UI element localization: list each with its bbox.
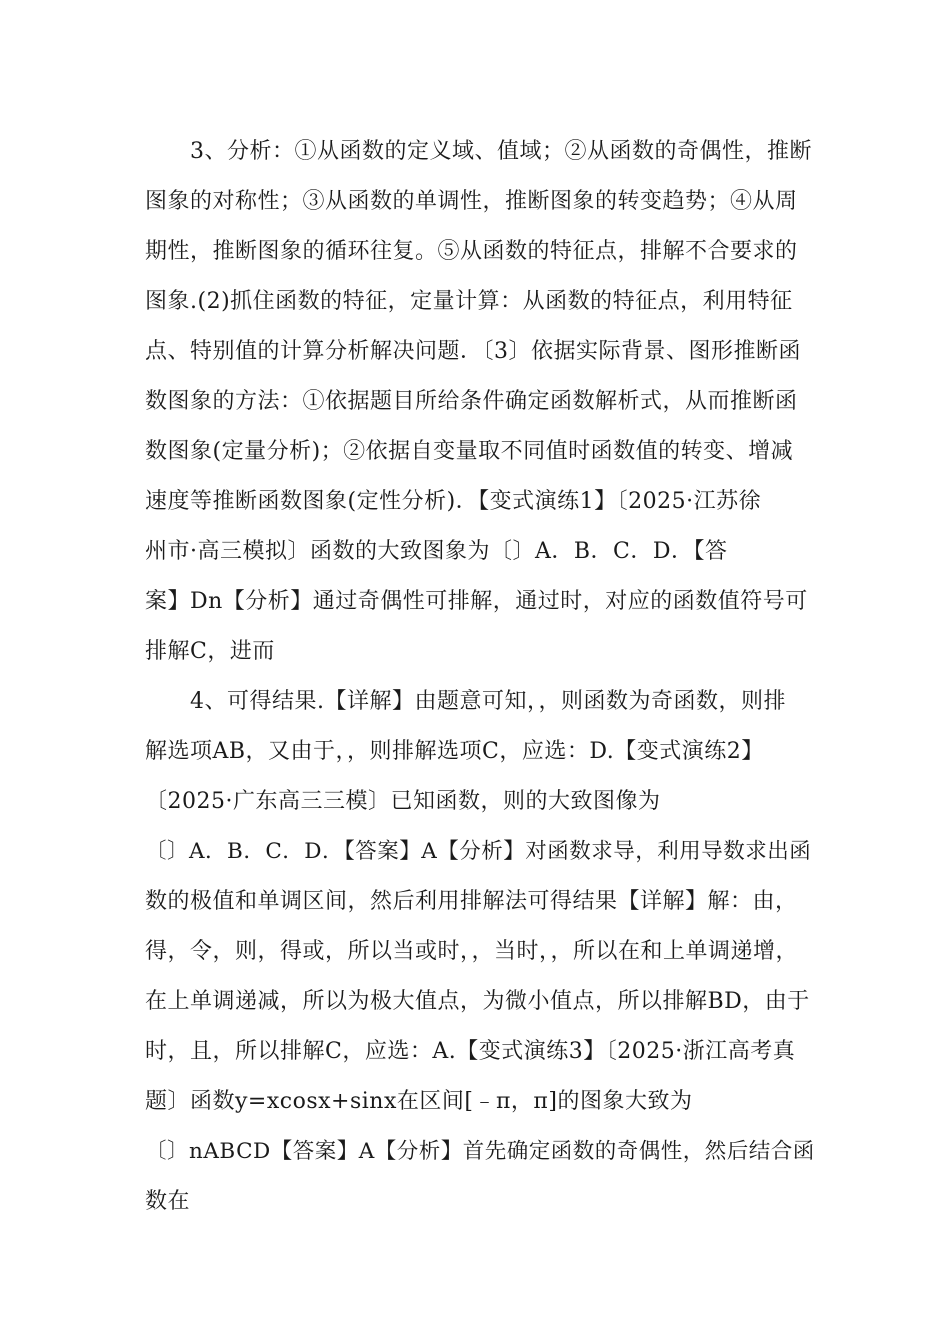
text-line: 图象.(2)抓住函数的特征，定量计算：从函数的特征点，利用特征: [145, 289, 793, 314]
text-line: 在上单调递减，所以为极大值点，为微小值点，所以排解BD，由于: [145, 989, 810, 1014]
text-line: 点、特别值的计算分析解决问题．〔3〕依据实际背景、图形推断函: [145, 339, 801, 364]
text-line: 期性，推断图象的循环往复。⑤从函数的特征点，排解不合要求的: [145, 239, 798, 264]
text-line: 案】Dn【分析】通过奇偶性可排解，通过时，对应的函数值符号可: [145, 589, 808, 614]
text-line: 题〕函数y=xcosx+sinx在区间[﹣π，π]的图象大致为: [145, 1089, 693, 1114]
text-line: 解选项AB，又由于，，则排解选项C，应选：D.【变式演练2】: [145, 739, 764, 764]
text-line: 排解C，进而: [145, 639, 275, 664]
text-line: 数图象(定量分析)；②依据自变量取不同值时函数值的转变、增减: [145, 439, 794, 464]
text-line: 4、可得结果.【详解】由题意可知，，则函数为奇函数，则排: [190, 689, 786, 714]
text-line: 州市·高三模拟〕函数的大致图象为〔〕A．B．C．D．【答: [145, 539, 728, 564]
text-line: 速度等推断函数图象(定性分析)．【变式演练1】〔2025·江苏徐: [145, 489, 762, 514]
text-line: 时，且，所以排解C，应选：A.【变式演练3】〔2025·浙江高考真: [145, 1039, 796, 1064]
text-line: 〔〕A．B．C．D．【答案】A【分析】对函数求导，利用导数求出函: [145, 839, 812, 864]
text-line: 得，令，则，得或，所以当或时，，当时，，所以在和上单调递增，: [145, 939, 799, 964]
text-line: 数的极值和单调区间，然后利用排解法可得结果【详解】解：由，: [145, 889, 798, 914]
text-line: 数在: [145, 1189, 191, 1214]
text-line: 〔〕nABCD【答案】A【分析】首先确定函数的奇偶性，然后结合函: [145, 1139, 815, 1164]
text-line: 〔2025·广东高三三模〕已知函数，则的大致图像为: [145, 789, 661, 814]
text-line: 数图象的方法：①依据题目所给条件确定函数解析式，从而推断函: [145, 389, 798, 414]
text-line: 3、分析：①从函数的定义域、值域；②从函数的奇偶性，推断: [190, 139, 812, 164]
text-line: 图象的对称性；③从函数的单调性，推断图象的转变趋势；④从周: [145, 189, 798, 214]
